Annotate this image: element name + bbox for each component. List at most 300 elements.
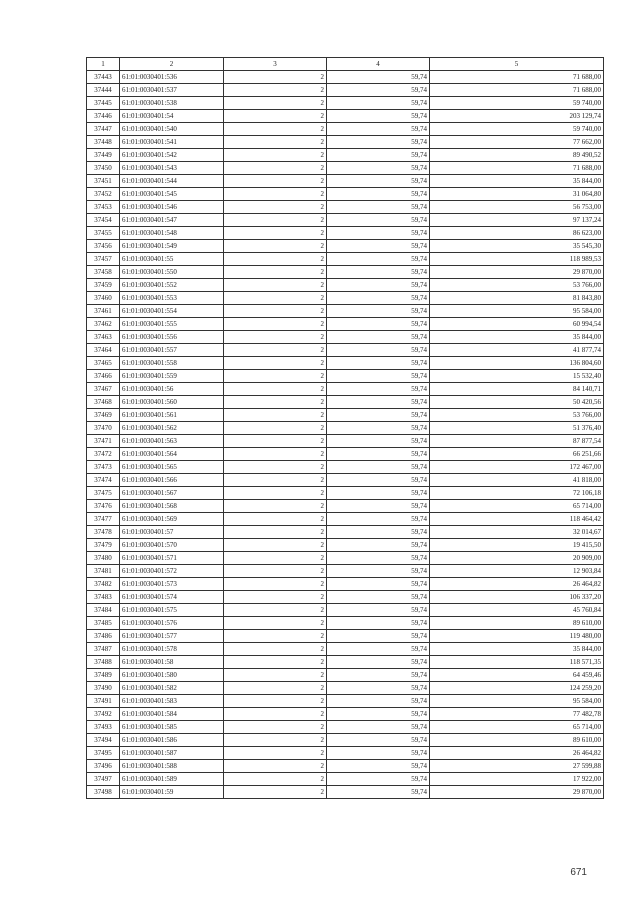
cadastral-number-cell: 61:01:0030401:560 (120, 396, 224, 409)
row-number-cell: 37481 (87, 565, 120, 578)
column-5-cell: 41 877,74 (430, 344, 604, 357)
column-4-cell: 59,74 (327, 604, 430, 617)
cadastral-number-cell: 61:01:0030401:569 (120, 513, 224, 526)
row-number-cell: 37458 (87, 266, 120, 279)
table-row (87, 708, 604, 721)
column-3-cell: 2 (224, 71, 327, 84)
row-number-cell: 37492 (87, 708, 120, 721)
column-3-cell: 2 (224, 201, 327, 214)
table-row (87, 396, 604, 409)
row-number-cell: 37495 (87, 747, 120, 760)
column-3-cell: 2 (224, 331, 327, 344)
row-number-cell: 37493 (87, 721, 120, 734)
column-5-cell: 35 545,30 (430, 240, 604, 253)
cadastral-number-cell: 61:01:0030401:567 (120, 487, 224, 500)
table-row (87, 552, 604, 565)
column-3-cell: 2 (224, 227, 327, 240)
column-3-cell: 2 (224, 773, 327, 786)
row-number-cell: 37475 (87, 487, 120, 500)
table-row (87, 123, 604, 136)
column-3-cell: 2 (224, 708, 327, 721)
cadastral-number-cell: 61:01:0030401:58 (120, 656, 224, 669)
column-3-cell: 2 (224, 97, 327, 110)
column-5-cell: 32 014,67 (430, 526, 604, 539)
column-5-cell: 59 740,00 (430, 97, 604, 110)
registry-table (86, 57, 604, 799)
cadastral-number-cell: 61:01:0030401:587 (120, 747, 224, 760)
row-number-cell: 37487 (87, 643, 120, 656)
row-number-cell: 37454 (87, 214, 120, 227)
column-3-cell: 2 (224, 591, 327, 604)
column-5-cell: 66 251,66 (430, 448, 604, 461)
cadastral-number-cell: 61:01:0030401:568 (120, 500, 224, 513)
table-row (87, 253, 604, 266)
column-5-cell: 53 766,00 (430, 409, 604, 422)
column-4-cell: 59,74 (327, 279, 430, 292)
page-number: 671 (570, 867, 587, 878)
row-number-cell: 37470 (87, 422, 120, 435)
row-number-cell: 37447 (87, 123, 120, 136)
column-3-cell: 2 (224, 630, 327, 643)
column-5-cell: 81 843,80 (430, 292, 604, 305)
column-5-cell: 89 610,00 (430, 734, 604, 747)
column-5-cell: 56 753,00 (430, 201, 604, 214)
column-5-cell: 118 464,42 (430, 513, 604, 526)
column-3-cell: 2 (224, 578, 327, 591)
column-5-cell: 65 714,00 (430, 500, 604, 513)
column-3-cell: 2 (224, 734, 327, 747)
table-row (87, 188, 604, 201)
table-header-row (87, 58, 604, 71)
column-5-cell: 118 989,53 (430, 253, 604, 266)
row-number-cell: 37450 (87, 162, 120, 175)
column-3-cell: 2 (224, 747, 327, 760)
column-5-cell: 97 137,24 (430, 214, 604, 227)
column-5-cell: 27 599,88 (430, 760, 604, 773)
row-number-cell: 37445 (87, 97, 120, 110)
column-3-cell: 2 (224, 786, 327, 799)
column-4-cell: 59,74 (327, 448, 430, 461)
column-5-cell: 12 903,84 (430, 565, 604, 578)
cadastral-number-cell: 61:01:0030401:56 (120, 383, 224, 396)
table-row (87, 435, 604, 448)
column-4-cell: 59,74 (327, 175, 430, 188)
column-5-cell: 95 584,00 (430, 305, 604, 318)
column-3-cell: 2 (224, 669, 327, 682)
column-5-cell: 53 766,00 (430, 279, 604, 292)
column-5-cell: 29 870,00 (430, 266, 604, 279)
row-number-cell: 37484 (87, 604, 120, 617)
column-4-cell: 59,74 (327, 149, 430, 162)
cadastral-number-cell: 61:01:0030401:576 (120, 617, 224, 630)
column-3-cell: 2 (224, 279, 327, 292)
cadastral-number-cell: 61:01:0030401:549 (120, 240, 224, 253)
table-row (87, 149, 604, 162)
column-3-cell: 2 (224, 409, 327, 422)
row-number-cell: 37478 (87, 526, 120, 539)
row-number-cell: 37471 (87, 435, 120, 448)
column-4-cell: 59,74 (327, 591, 430, 604)
column-5-cell: 35 844,00 (430, 643, 604, 656)
column-3-cell: 2 (224, 149, 327, 162)
cadastral-number-cell: 61:01:0030401:546 (120, 201, 224, 214)
cadastral-number-cell: 61:01:0030401:557 (120, 344, 224, 357)
column-4-cell: 59,74 (327, 253, 430, 266)
row-number-cell: 37468 (87, 396, 120, 409)
row-number-cell: 37473 (87, 461, 120, 474)
cadastral-number-cell: 61:01:0030401:556 (120, 331, 224, 344)
table-row (87, 500, 604, 513)
cadastral-number-cell: 61:01:0030401:547 (120, 214, 224, 227)
column-5-cell: 31 064,80 (430, 188, 604, 201)
column-header: 1 (87, 58, 120, 71)
column-5-cell: 15 532,40 (430, 370, 604, 383)
cadastral-number-cell: 61:01:0030401:541 (120, 136, 224, 149)
row-number-cell: 37464 (87, 344, 120, 357)
column-header: 4 (327, 58, 430, 71)
column-3-cell: 2 (224, 188, 327, 201)
column-3-cell: 2 (224, 240, 327, 253)
column-4-cell: 59,74 (327, 188, 430, 201)
column-5-cell: 35 844,00 (430, 331, 604, 344)
column-5-cell: 71 688,00 (430, 84, 604, 97)
column-3-cell: 2 (224, 422, 327, 435)
column-3-cell: 2 (224, 448, 327, 461)
table-row (87, 136, 604, 149)
cadastral-number-cell: 61:01:0030401:542 (120, 149, 224, 162)
column-5-cell: 203 129,74 (430, 110, 604, 123)
column-3-cell: 2 (224, 474, 327, 487)
column-5-cell: 86 623,00 (430, 227, 604, 240)
cadastral-number-cell: 61:01:0030401:538 (120, 97, 224, 110)
column-4-cell: 59,74 (327, 383, 430, 396)
table-row (87, 760, 604, 773)
column-4-cell: 59,74 (327, 526, 430, 539)
cadastral-number-cell: 61:01:0030401:586 (120, 734, 224, 747)
row-number-cell: 37451 (87, 175, 120, 188)
column-3-cell: 2 (224, 656, 327, 669)
cadastral-number-cell: 61:01:0030401:573 (120, 578, 224, 591)
cadastral-number-cell: 61:01:0030401:558 (120, 357, 224, 370)
column-4-cell: 59,74 (327, 227, 430, 240)
cadastral-number-cell: 61:01:0030401:571 (120, 552, 224, 565)
table-row (87, 279, 604, 292)
column-5-cell: 51 376,40 (430, 422, 604, 435)
table-row (87, 604, 604, 617)
cadastral-number-cell: 61:01:0030401:575 (120, 604, 224, 617)
row-number-cell: 37462 (87, 318, 120, 331)
column-5-cell: 87 877,54 (430, 435, 604, 448)
column-3-cell: 2 (224, 643, 327, 656)
column-5-cell: 77 482,78 (430, 708, 604, 721)
column-5-cell: 89 610,00 (430, 617, 604, 630)
column-4-cell: 59,74 (327, 318, 430, 331)
column-5-cell: 89 490,52 (430, 149, 604, 162)
column-3-cell: 2 (224, 318, 327, 331)
table-row (87, 357, 604, 370)
row-number-cell: 37449 (87, 149, 120, 162)
column-3-cell: 2 (224, 253, 327, 266)
table-row (87, 565, 604, 578)
column-4-cell: 59,74 (327, 513, 430, 526)
cadastral-number-cell: 61:01:0030401:562 (120, 422, 224, 435)
table-row (87, 487, 604, 500)
row-number-cell: 37469 (87, 409, 120, 422)
column-4-cell: 59,74 (327, 708, 430, 721)
table-row (87, 201, 604, 214)
column-header: 3 (224, 58, 327, 71)
cadastral-number-cell: 61:01:0030401:570 (120, 539, 224, 552)
column-3-cell: 2 (224, 682, 327, 695)
column-3-cell: 2 (224, 552, 327, 565)
column-4-cell: 59,74 (327, 240, 430, 253)
row-number-cell: 37482 (87, 578, 120, 591)
column-3-cell: 2 (224, 136, 327, 149)
table-row (87, 422, 604, 435)
column-5-cell: 60 994,54 (430, 318, 604, 331)
cadastral-number-cell: 61:01:0030401:55 (120, 253, 224, 266)
table-row (87, 448, 604, 461)
table-row (87, 474, 604, 487)
row-number-cell: 37490 (87, 682, 120, 695)
column-5-cell: 17 922,00 (430, 773, 604, 786)
column-3-cell: 2 (224, 110, 327, 123)
column-3-cell: 2 (224, 370, 327, 383)
cadastral-number-cell: 61:01:0030401:54 (120, 110, 224, 123)
column-4-cell: 59,74 (327, 461, 430, 474)
row-number-cell: 37498 (87, 786, 120, 799)
column-3-cell: 2 (224, 565, 327, 578)
row-number-cell: 37444 (87, 84, 120, 97)
column-4-cell: 59,74 (327, 474, 430, 487)
column-4-cell: 59,74 (327, 214, 430, 227)
row-number-cell: 37479 (87, 539, 120, 552)
table-row (87, 266, 604, 279)
cadastral-number-cell: 61:01:0030401:543 (120, 162, 224, 175)
column-5-cell: 71 688,00 (430, 162, 604, 175)
cadastral-number-cell: 61:01:0030401:555 (120, 318, 224, 331)
column-3-cell: 2 (224, 617, 327, 630)
table-row (87, 747, 604, 760)
column-4-cell: 59,74 (327, 539, 430, 552)
column-3-cell: 2 (224, 357, 327, 370)
row-number-cell: 37459 (87, 279, 120, 292)
table-row (87, 292, 604, 305)
cadastral-number-cell: 61:01:0030401:580 (120, 669, 224, 682)
column-4-cell: 59,74 (327, 760, 430, 773)
row-number-cell: 37485 (87, 617, 120, 630)
cadastral-number-cell: 61:01:0030401:554 (120, 305, 224, 318)
table-row (87, 305, 604, 318)
table-row (87, 786, 604, 799)
table-row (87, 630, 604, 643)
table-row (87, 721, 604, 734)
row-number-cell: 37474 (87, 474, 120, 487)
column-3-cell: 2 (224, 396, 327, 409)
column-5-cell: 29 870,00 (430, 786, 604, 799)
column-5-cell: 20 909,00 (430, 552, 604, 565)
table-row (87, 409, 604, 422)
column-4-cell: 59,74 (327, 266, 430, 279)
row-number-cell: 37472 (87, 448, 120, 461)
row-number-cell: 37465 (87, 357, 120, 370)
table-row (87, 617, 604, 630)
column-5-cell: 172 467,00 (430, 461, 604, 474)
table-row (87, 591, 604, 604)
column-5-cell: 26 464,82 (430, 578, 604, 591)
column-4-cell: 59,74 (327, 578, 430, 591)
cadastral-number-cell: 61:01:0030401:574 (120, 591, 224, 604)
table-row (87, 578, 604, 591)
column-3-cell: 2 (224, 760, 327, 773)
column-header: 2 (120, 58, 224, 71)
column-3-cell: 2 (224, 84, 327, 97)
column-4-cell: 59,74 (327, 71, 430, 84)
row-number-cell: 37456 (87, 240, 120, 253)
column-4-cell: 59,74 (327, 409, 430, 422)
column-5-cell: 45 760,84 (430, 604, 604, 617)
cadastral-number-cell: 61:01:0030401:544 (120, 175, 224, 188)
row-number-cell: 37477 (87, 513, 120, 526)
cadastral-number-cell: 61:01:0030401:588 (120, 760, 224, 773)
column-4-cell: 59,74 (327, 773, 430, 786)
cadastral-number-cell: 61:01:0030401:578 (120, 643, 224, 656)
table-row (87, 84, 604, 97)
column-4-cell: 59,74 (327, 617, 430, 630)
cadastral-number-cell: 61:01:0030401:585 (120, 721, 224, 734)
cadastral-number-cell: 61:01:0030401:559 (120, 370, 224, 383)
column-4-cell: 59,74 (327, 500, 430, 513)
table-row (87, 773, 604, 786)
table-row (87, 539, 604, 552)
table-row (87, 344, 604, 357)
column-5-cell: 136 804,60 (430, 357, 604, 370)
column-5-cell: 35 844,00 (430, 175, 604, 188)
row-number-cell: 37467 (87, 383, 120, 396)
row-number-cell: 37497 (87, 773, 120, 786)
row-number-cell: 37461 (87, 305, 120, 318)
column-header: 5 (430, 58, 604, 71)
row-number-cell: 37457 (87, 253, 120, 266)
column-4-cell: 59,74 (327, 656, 430, 669)
row-number-cell: 37443 (87, 71, 120, 84)
table-row (87, 110, 604, 123)
column-4-cell: 59,74 (327, 110, 430, 123)
cadastral-number-cell: 61:01:0030401:577 (120, 630, 224, 643)
column-4-cell: 59,74 (327, 565, 430, 578)
column-5-cell: 119 480,00 (430, 630, 604, 643)
column-5-cell: 41 818,00 (430, 474, 604, 487)
column-5-cell: 65 714,00 (430, 721, 604, 734)
column-5-cell: 64 459,46 (430, 669, 604, 682)
column-5-cell: 118 571,35 (430, 656, 604, 669)
cadastral-number-cell: 61:01:0030401:589 (120, 773, 224, 786)
table-row (87, 227, 604, 240)
column-5-cell: 26 464,82 (430, 747, 604, 760)
column-5-cell: 95 584,00 (430, 695, 604, 708)
column-3-cell: 2 (224, 513, 327, 526)
cadastral-number-cell: 61:01:0030401:584 (120, 708, 224, 721)
table-row (87, 461, 604, 474)
table-row (87, 526, 604, 539)
column-4-cell: 59,74 (327, 630, 430, 643)
column-5-cell: 106 337,20 (430, 591, 604, 604)
row-number-cell: 37446 (87, 110, 120, 123)
column-5-cell: 84 140,71 (430, 383, 604, 396)
cadastral-number-cell: 61:01:0030401:564 (120, 448, 224, 461)
cadastral-number-cell: 61:01:0030401:552 (120, 279, 224, 292)
table-row (87, 71, 604, 84)
row-number-cell: 37453 (87, 201, 120, 214)
column-4-cell: 59,74 (327, 136, 430, 149)
column-3-cell: 2 (224, 214, 327, 227)
row-number-cell: 37496 (87, 760, 120, 773)
row-number-cell: 37494 (87, 734, 120, 747)
column-4-cell: 59,74 (327, 357, 430, 370)
column-4-cell: 59,74 (327, 396, 430, 409)
column-3-cell: 2 (224, 162, 327, 175)
table-row (87, 383, 604, 396)
table-row (87, 162, 604, 175)
table-row (87, 513, 604, 526)
cadastral-number-cell: 61:01:0030401:553 (120, 292, 224, 305)
cadastral-number-cell: 61:01:0030401:548 (120, 227, 224, 240)
cadastral-number-cell: 61:01:0030401:537 (120, 84, 224, 97)
table-row (87, 682, 604, 695)
column-3-cell: 2 (224, 487, 327, 500)
column-3-cell: 2 (224, 695, 327, 708)
column-3-cell: 2 (224, 266, 327, 279)
table-row (87, 331, 604, 344)
column-4-cell: 59,74 (327, 292, 430, 305)
table-row (87, 318, 604, 331)
column-3-cell: 2 (224, 305, 327, 318)
table-row (87, 695, 604, 708)
column-4-cell: 59,74 (327, 734, 430, 747)
column-4-cell: 59,74 (327, 435, 430, 448)
column-4-cell: 59,74 (327, 422, 430, 435)
table-body (87, 71, 604, 799)
column-5-cell: 50 420,56 (430, 396, 604, 409)
cadastral-number-cell: 61:01:0030401:572 (120, 565, 224, 578)
column-3-cell: 2 (224, 123, 327, 136)
row-number-cell: 37463 (87, 331, 120, 344)
table-row (87, 175, 604, 188)
row-number-cell: 37476 (87, 500, 120, 513)
column-4-cell: 59,74 (327, 747, 430, 760)
column-4-cell: 59,74 (327, 487, 430, 500)
table-row (87, 656, 604, 669)
row-number-cell: 37460 (87, 292, 120, 305)
table-row (87, 214, 604, 227)
column-4-cell: 59,74 (327, 162, 430, 175)
column-4-cell: 59,74 (327, 695, 430, 708)
cadastral-number-cell: 61:01:0030401:566 (120, 474, 224, 487)
column-3-cell: 2 (224, 526, 327, 539)
column-4-cell: 59,74 (327, 552, 430, 565)
row-number-cell: 37489 (87, 669, 120, 682)
column-4-cell: 59,74 (327, 669, 430, 682)
cadastral-number-cell: 61:01:0030401:57 (120, 526, 224, 539)
row-number-cell: 37455 (87, 227, 120, 240)
table-row (87, 643, 604, 656)
column-3-cell: 2 (224, 344, 327, 357)
cadastral-number-cell: 61:01:0030401:583 (120, 695, 224, 708)
row-number-cell: 37488 (87, 656, 120, 669)
cadastral-number-cell: 61:01:0030401:582 (120, 682, 224, 695)
table-row (87, 734, 604, 747)
row-number-cell: 37486 (87, 630, 120, 643)
